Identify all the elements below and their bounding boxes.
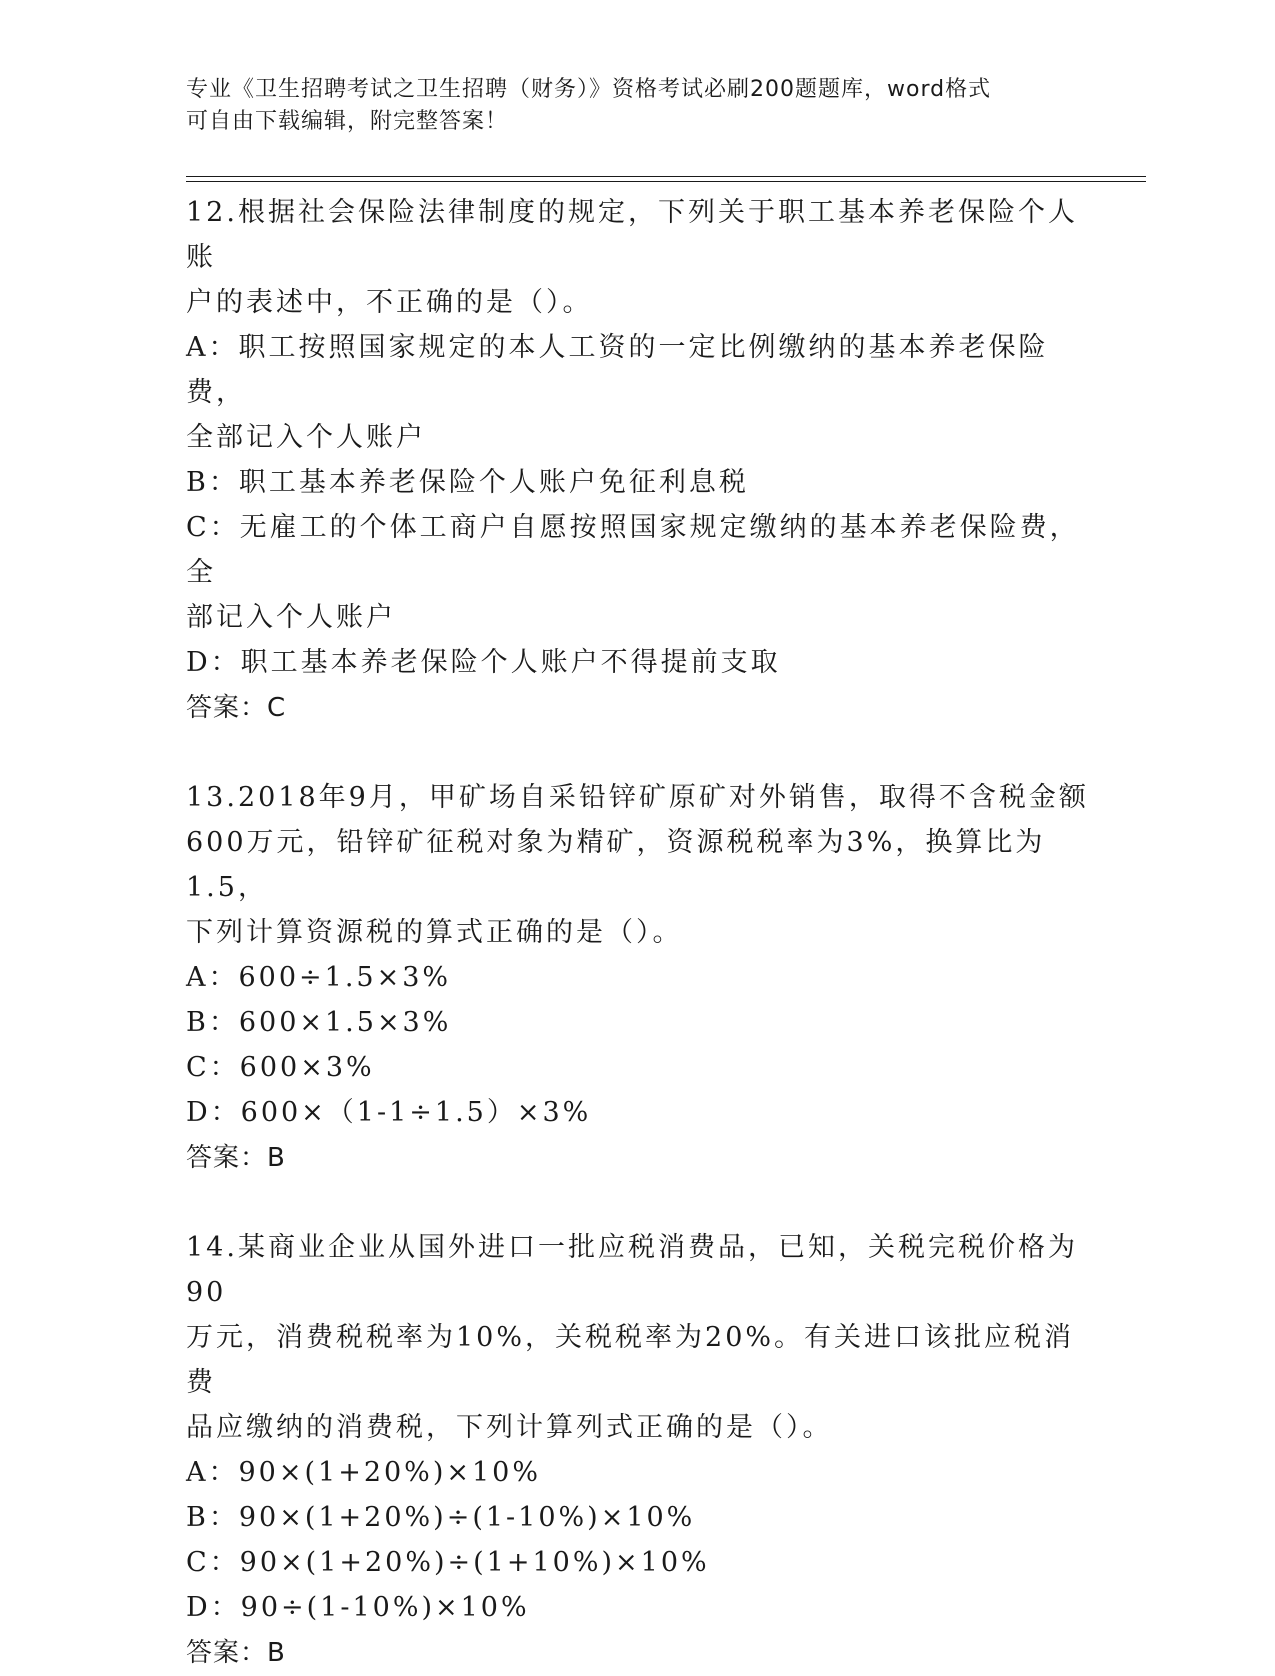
header-divider-bottom <box>186 181 1146 182</box>
header-line-1: 专业《卫生招聘考试之卫生招聘（财务）》资格考试必刷200题题库，word格式 <box>186 77 992 102</box>
option-a: A：职工按照国家规定的本人工资的一定比例缴纳的基本养老保险费， <box>186 332 1049 408</box>
option-d: D：职工基本养老保险个人账户不得提前支取 <box>186 647 781 678</box>
question-stem-line: 万元，消费税税率为10%，关税税率为20%。有关进口该批应税消费 <box>186 1322 1075 1398</box>
option-c-continued: 部记入个人账户 <box>186 602 396 633</box>
option-a: A：90×(1+20%)×10% <box>186 1457 541 1488</box>
question-12 <box>186 190 1091 731</box>
option-d: D：90÷(1-10%)×10% <box>186 1592 530 1623</box>
option-c: C：600×3% <box>186 1052 375 1083</box>
option-d: D：600×（1-1÷1.5）×3% <box>186 1097 592 1128</box>
question-13 <box>186 775 1091 1181</box>
document-header <box>186 74 1066 138</box>
option-a-continued: 全部记入个人账户 <box>186 422 426 453</box>
question-stem-line: 品应缴纳的消费税，下列计算列式正确的是（）。 <box>186 1412 833 1443</box>
option-b: B：职工基本养老保险个人账户免征利息税 <box>186 467 749 498</box>
answer-label: 答案：C <box>186 693 287 723</box>
question-spacer <box>186 731 1091 775</box>
question-spacer <box>186 1181 1091 1225</box>
question-14 <box>186 1225 1091 1676</box>
question-list <box>186 190 1091 1676</box>
answer-label: 答案：B <box>186 1143 286 1173</box>
question-stem-line: 600万元，铅锌矿征税对象为精矿，资源税税率为3%，换算比为1.5， <box>186 827 1046 903</box>
question-stem-line: 户的表述中，不正确的是（）。 <box>186 287 593 318</box>
option-b: B：600×1.5×3% <box>186 1007 452 1038</box>
option-c: C：90×(1+20%)÷(1+10%)×10% <box>186 1547 710 1578</box>
header-divider-top <box>186 176 1146 177</box>
question-stem-line: 下列计算资源税的算式正确的是（）。 <box>186 917 683 948</box>
question-stem-line: 14.某商业企业从国外进口一批应税消费品，已知，关税完税价格为90 <box>186 1232 1078 1308</box>
header-line-2: 可自由下载编辑，附完整答案！ <box>186 109 509 134</box>
option-a: A：600÷1.5×3% <box>186 962 452 993</box>
answer-label: 答案：B <box>186 1638 286 1668</box>
question-stem-line: 12.根据社会保险法律制度的规定，下列关于职工基本养老保险个人账 <box>186 197 1078 273</box>
option-c: C：无雇工的个体工商户自愿按照国家规定缴纳的基本养老保险费，全 <box>186 512 1080 588</box>
question-stem-line: 13.2018年9月，甲矿场自采铅锌矿原矿对外销售，取得不含税金额 <box>186 782 1089 813</box>
option-b: B：90×(1+20%)÷(1-10%)×10% <box>186 1502 696 1533</box>
